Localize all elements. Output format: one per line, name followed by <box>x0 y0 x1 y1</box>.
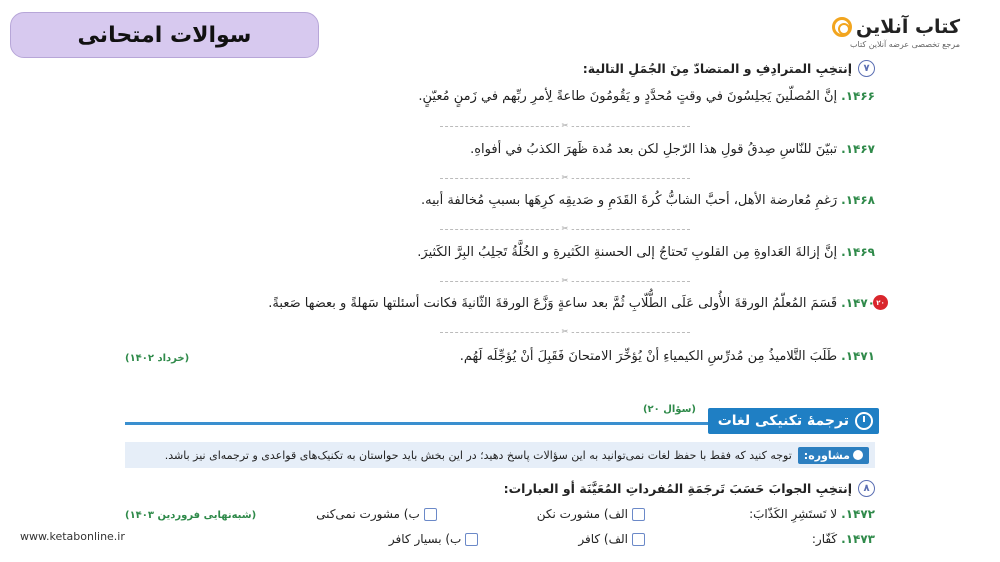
separator: ✂ <box>440 178 690 179</box>
logo-subtitle: مرجع تخصصی عرضه آنلاین کتاب <box>849 40 960 49</box>
item-text: طَلَبَ التَّلامیذُ مِن مُدرِّسِ الکیمیاءِ أنْ یُؤخِّرَ الامتحانَ فَقَبِلَ أنْ یُؤجِّلَه لَهُم. <box>459 349 838 364</box>
advice-text: توجه کنید که فقط با حفظ لغات نمی‌توانید به این سؤالات پاسخ دهید؛ در این بخش باید حواستان به تکنیک‌های قواعدی و ترجمه‌ای نیز باشد. <box>164 448 792 462</box>
item-number: ۱۴۷۱. <box>841 349 875 363</box>
option-question: ۱۴۷۳. کَفّار: <box>811 532 875 546</box>
item-1467 <box>470 142 875 157</box>
item-number: ۱۴۷۰. <box>841 296 875 310</box>
advice-label: مشاوره: <box>798 447 869 464</box>
item-1470 <box>268 296 875 311</box>
option-row-1473 <box>389 532 875 546</box>
item-1468 <box>421 193 875 208</box>
item-1469 <box>417 245 875 260</box>
separator: ✂ <box>440 332 690 333</box>
exam-source-note: (خرداد ۱۴۰۲) <box>125 353 190 364</box>
item-1466 <box>418 89 875 104</box>
item-text: إنَّ إزالةَ العَداوةِ مِن القلوبِ تَحتاجُ إلی الحسنةِ الکَثیرةِ و الخُلَّةُ تَجلِبُ البِرَّ الکَثیرَ. <box>417 245 838 260</box>
option-b[interactable]: ب) مشورت نمی‌کنی <box>316 507 437 521</box>
hot-question-badge: ۲۰ <box>873 295 888 310</box>
separator: ✂ <box>440 229 690 230</box>
item-text: تبیّنَ للنّاسِ صِدقُ قولِ هذا الرّجلِ لکن بعد مُدة ظَهرَ الکذبُ في أفواهِ. <box>470 142 838 157</box>
item-text: إنَّ المُصلّینَ یَجلِسُونَ في وقتٍ مُحدَّدٍ و یَقُومُونَ طاعةً لِأمرِ ربِّهم في زَمنٍ مُعیّنٍ. <box>418 89 838 104</box>
checkbox[interactable] <box>632 508 645 521</box>
section-count: (۲۰ سؤال) <box>642 404 696 415</box>
item-number: ۱۴۶۹. <box>841 245 875 259</box>
section-title: ترجمهٔ تکنیکی لغات <box>717 413 849 429</box>
item-1471 <box>460 349 875 364</box>
question-8-header <box>504 480 875 497</box>
option-a[interactable]: الف) مشورت نکن <box>537 507 645 521</box>
item-number: ۱۴۶۸. <box>841 193 875 207</box>
checkbox[interactable] <box>424 508 437 521</box>
option-b[interactable]: ب) بسیار کافر <box>389 532 478 546</box>
item-number: ۱۴۶۷. <box>841 142 875 156</box>
exam-source-note: (شبه‌نهایی فروردین ۱۴۰۳) <box>125 510 257 521</box>
option-a[interactable]: الف) کافر <box>578 532 645 546</box>
checkbox[interactable] <box>465 533 478 546</box>
bulb-icon <box>853 450 863 460</box>
item-text: رَغمِ مُعارضة الأهل، أحبَّ الشابُّ کُرةَ القَدَمِ و صَدیقِه کرِهَها بسببِ مُخالفة أبیه. <box>420 193 838 208</box>
separator: ✂ <box>440 126 690 127</box>
question-number: ۷ <box>858 60 875 77</box>
separator: ✂ <box>440 281 690 282</box>
item-number: ۱۴۶۶. <box>841 89 875 103</box>
logo <box>820 16 960 58</box>
logo-title: کتاب آنلاین <box>856 16 960 38</box>
question-instruction: إنتخِبِ المترادِفِ و المتضادّ مِنَ الجُمَلِ التالیة: <box>582 61 852 76</box>
timer-icon <box>855 412 873 430</box>
website-url: www.ketabonline.ir <box>20 530 125 543</box>
option-row-1472 <box>316 507 875 521</box>
advice-box <box>125 442 875 468</box>
logo-icon <box>832 17 852 37</box>
section-tab <box>708 408 879 434</box>
checkbox[interactable] <box>632 533 645 546</box>
page-badge: سوالات امتحانی <box>10 12 319 58</box>
question-7-header <box>583 60 875 77</box>
item-text: قَسَمَ المُعلّمُ الورقةَ الأُولی عَلَی الطُّلّابِ ثُمَّ بعد ساعةٍ وَزَّعَ الورقةَ الثّانیةَ فکانت أسئلتها سَهلةً و بعضها صَعبةً. <box>268 296 838 311</box>
question-number: ۸ <box>858 480 875 497</box>
question-instruction: إنتخِبِ الجوابَ حَسَبَ تَرجَمَةِ المُفرداتِ المُعَیَّنَة أو العبارات: <box>503 481 852 496</box>
option-question: ۱۴۷۲. لا تَستَشِرِ الکَذّابَ: <box>749 507 875 521</box>
